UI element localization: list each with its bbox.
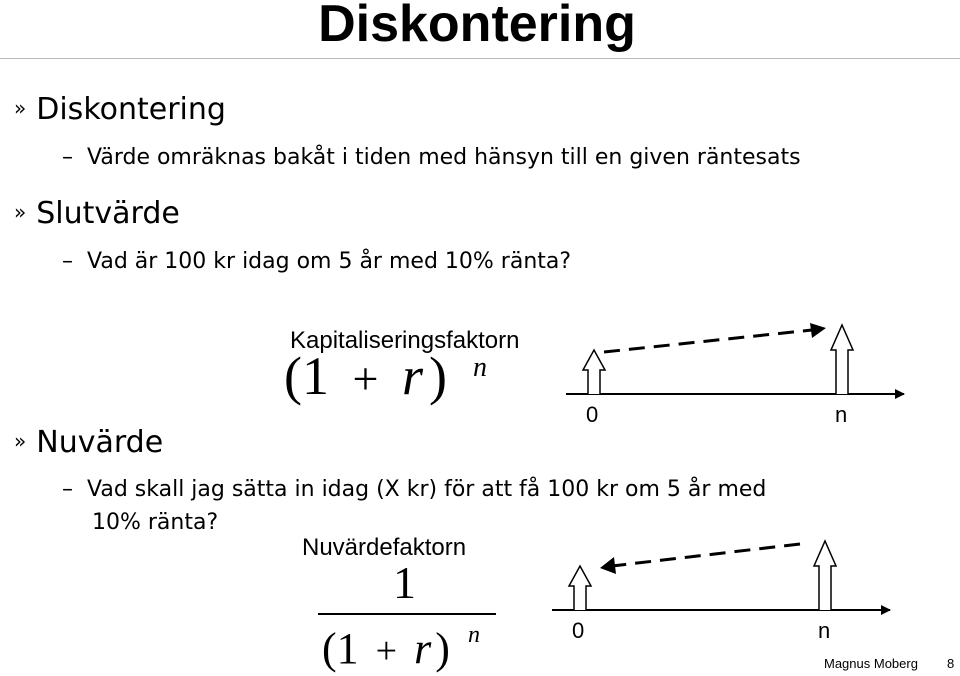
bullet-mark: » — [14, 429, 27, 453]
plus-sign: + — [375, 630, 398, 672]
present-axis-end-label: n — [818, 618, 831, 643]
footer-page-number: 8 — [947, 656, 955, 671]
term-one: 1 — [336, 624, 359, 673]
bullet-text: Diskontering — [36, 92, 226, 127]
future-dashed-arrow-head-icon — [810, 323, 826, 338]
present-axis-start-label: 0 — [572, 618, 585, 643]
present-dashed-arrow — [612, 544, 800, 566]
future-end-arrow-icon — [831, 325, 853, 394]
term-one: 1 — [301, 346, 329, 406]
future-axis-start-label: 0 — [586, 402, 599, 427]
open-paren: ( — [322, 624, 337, 673]
dash: – — [62, 145, 73, 170]
present-end-arrow-icon — [814, 541, 836, 610]
bullet-mark: » — [14, 96, 27, 120]
present-value-factor-label: Nuvärdefaktorn — [302, 534, 467, 561]
future-axis-end-label: n — [835, 402, 848, 427]
bullet-mark: » — [14, 200, 27, 224]
bullet-text: Slutvärde — [36, 196, 180, 231]
close-paren: ) — [428, 346, 447, 406]
footer-author: Magnus Moberg — [824, 656, 918, 671]
present-dashed-arrow-head-icon — [600, 557, 616, 574]
dash: – — [62, 249, 73, 274]
term-r: r — [414, 624, 432, 673]
future-value-factor-label: Kapitaliseringsfaktorn — [290, 327, 520, 354]
sub-text: Värde omräknas bakåt i tiden med hänsyn till en given räntesats — [87, 145, 801, 170]
present-value-timeline — [552, 541, 890, 610]
slide-title: Diskontering — [318, 0, 636, 53]
sub-text: Vad är 100 kr idag om 5 år med 10% ränta? — [87, 249, 572, 274]
present-value-numerator: 1 — [393, 557, 416, 608]
future-value-exponent: n — [473, 352, 487, 383]
sub-text: 10% ränta? — [92, 510, 219, 535]
term-r: r — [401, 346, 423, 406]
future-value-timeline — [566, 323, 904, 394]
open-paren: ( — [284, 346, 302, 406]
plus-sign: + — [352, 353, 379, 404]
present-value-exponent: n — [468, 622, 480, 648]
sub-text: Vad skall jag sätta in idag (X kr) för att få 100 kr om 5 år med — [87, 477, 767, 502]
future-dashed-arrow — [604, 330, 812, 352]
close-paren: ) — [435, 624, 450, 673]
present-start-arrow-icon — [569, 566, 591, 610]
future-start-arrow-icon — [583, 350, 605, 394]
bullet-text: Nuvärde — [36, 425, 164, 460]
dash: – — [62, 477, 73, 502]
